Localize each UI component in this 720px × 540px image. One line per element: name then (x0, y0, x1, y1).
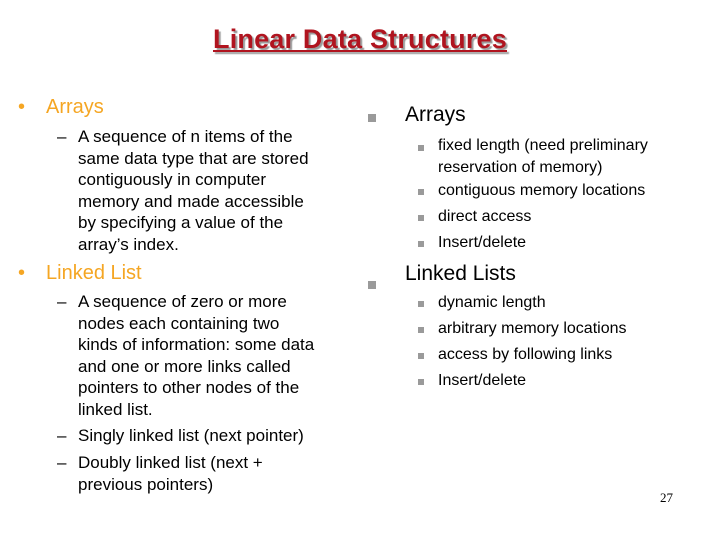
left-linked-list-subitem (57, 425, 367, 447)
slide-title: Linear Data Structures (213, 24, 507, 54)
square-bullet-icon (418, 301, 424, 307)
square-bullet-icon (418, 215, 424, 221)
square-bullet-icon (418, 327, 424, 333)
dash-icon: – (57, 426, 67, 445)
right-linked-lists-item: Insert/delete (438, 372, 527, 389)
right-arrays-item: contiguous memory locations (438, 182, 646, 199)
left-linked-list-heading: Linked List (46, 262, 142, 284)
left-arrays-description-item (57, 126, 367, 256)
left-linked-list-description-item (57, 291, 367, 421)
bullet-icon: • (18, 96, 26, 118)
square-bullet-icon (418, 353, 424, 359)
bullet-icon: • (18, 262, 26, 284)
right-arrays-item: fixed length (need preliminary reservation of memory) (438, 137, 648, 176)
dash-icon: – (57, 453, 67, 472)
right-linked-lists-item: arbitrary memory locations (438, 320, 627, 337)
left-linked-list-subitem-text: Doubly linked list (next + previous pointers) (78, 453, 263, 494)
square-bullet-icon (368, 114, 376, 122)
square-bullet-icon (418, 379, 424, 385)
right-linked-lists-item: access by following links (438, 346, 613, 363)
square-bullet-icon (418, 189, 424, 195)
square-bullet-icon (418, 241, 424, 247)
left-linked-list-description: A sequence of zero or more nodes each containing two kinds of information: some data and one or more links called pointers to other nodes of the linked list. (78, 292, 315, 419)
left-linked-list-subitem-text: Singly linked list (next pointer) (78, 426, 304, 445)
left-arrays-heading: Arrays (46, 96, 104, 118)
dash-icon: – (57, 292, 67, 311)
page-number: 27 (660, 490, 673, 505)
right-arrays-item: Insert/delete (438, 234, 527, 251)
left-arrays-description: A sequence of n items of the same data type that are stored contiguously in computer memory and made accessible by specifying a value of the array’s index. (78, 127, 309, 254)
right-arrays-heading: Arrays (405, 103, 466, 126)
square-bullet-icon (368, 281, 376, 289)
right-linked-lists-heading: Linked Lists (405, 262, 516, 285)
square-bullet-icon (418, 145, 424, 151)
right-linked-lists-item: dynamic length (438, 294, 546, 311)
left-linked-list-subitem (57, 452, 367, 496)
dash-icon: – (57, 127, 67, 146)
right-arrays-item: direct access (438, 208, 532, 225)
